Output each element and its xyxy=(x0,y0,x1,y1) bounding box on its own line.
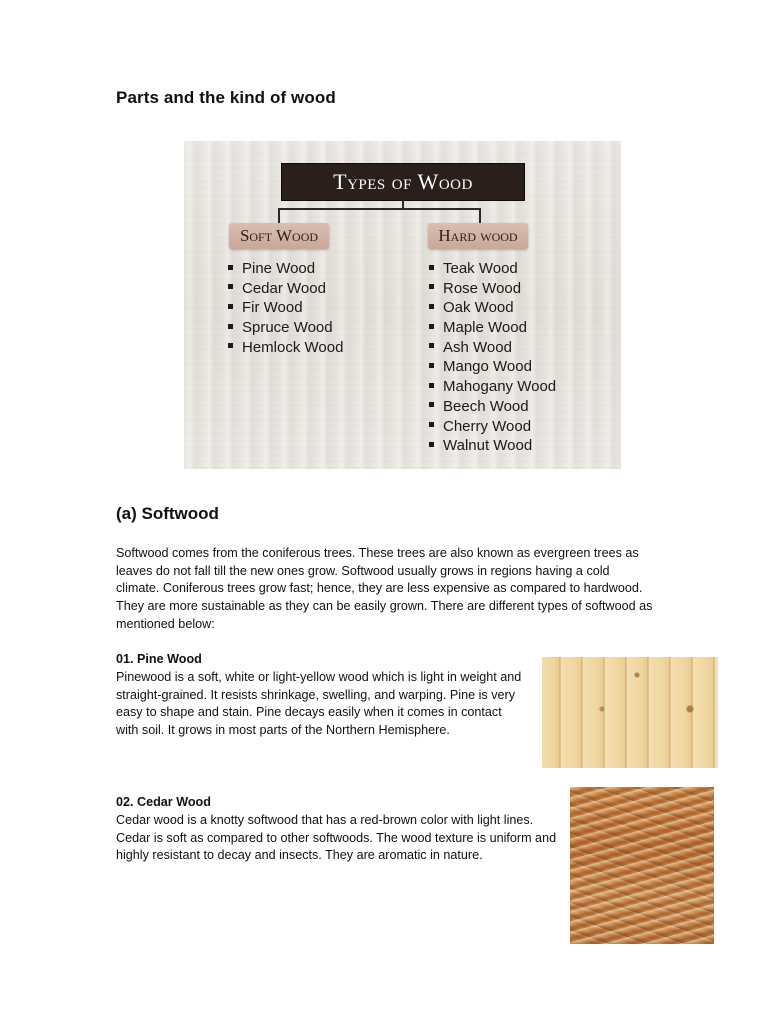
list-item xyxy=(429,417,556,437)
bullet-icon xyxy=(228,324,233,329)
list-item xyxy=(429,377,556,397)
softwood-list xyxy=(228,259,343,357)
cedar-wood-heading: 02. Cedar Wood xyxy=(116,795,211,809)
list-item xyxy=(228,298,343,318)
cedar-wood-image xyxy=(570,787,714,944)
list-item-label: Beech Wood xyxy=(443,397,529,415)
bullet-icon xyxy=(429,442,434,447)
list-item xyxy=(228,279,343,299)
bullet-icon xyxy=(228,265,233,270)
list-item xyxy=(429,318,556,338)
bullet-icon xyxy=(429,383,434,388)
bullet-icon xyxy=(429,304,434,309)
page-title: Parts and the kind of wood xyxy=(116,88,336,107)
bullet-icon xyxy=(429,402,434,407)
bullet-icon xyxy=(429,422,434,427)
list-item xyxy=(228,259,343,279)
list-item-label: Cherry Wood xyxy=(443,417,532,435)
softwood-heading: (a) Softwood xyxy=(116,504,219,523)
list-item xyxy=(429,279,556,299)
list-item xyxy=(228,318,343,338)
list-item-label: Walnut Wood xyxy=(443,437,533,455)
softwood-intro-paragraph: Softwood comes from the coniferous trees. These trees are also known as evergreen trees as leaves do not fall till the new ones grow. Softwood usually grows in regions having a cold climate. Coniferous trees grow fast; hence, they are less expensive as compared to hardwood. They are more sustainable as they can be easily grown. There are different types of softwood as mentioned below: xyxy=(116,546,653,631)
infographic-title-box xyxy=(281,163,525,201)
list-item-label: Maple Wood xyxy=(443,319,527,337)
pine-wood-image xyxy=(542,657,718,768)
bullet-icon xyxy=(429,284,434,289)
infographic-title: Types of Wood xyxy=(333,169,473,194)
list-item xyxy=(429,357,556,377)
list-item-label: Spruce Wood xyxy=(242,319,333,337)
list-item-label: Teak Wood xyxy=(443,260,518,277)
connector-horizontal xyxy=(278,208,481,210)
list-item xyxy=(429,397,556,417)
list-item-label: Fir Wood xyxy=(242,299,303,317)
softwood-category-label xyxy=(229,223,329,249)
hardwood-category-text: Hard wood xyxy=(438,226,518,245)
list-item-label: Oak Wood xyxy=(443,299,514,317)
bullet-icon xyxy=(228,343,233,348)
list-item xyxy=(429,338,556,358)
list-item xyxy=(429,298,556,318)
list-item-label: Mahogany Wood xyxy=(443,378,557,396)
list-item xyxy=(429,436,556,456)
hardwood-category-label xyxy=(428,223,528,249)
cedar-wood-paragraph: Cedar wood is a knotty softwood that has a red-brown color with light lines. Cedar is soft as compared to other softwoods. The wood texture is uniform and highly resistant to decay and insects. They are aromatic in nature. xyxy=(116,813,557,863)
types-of-wood-infographic xyxy=(184,141,621,469)
bullet-icon xyxy=(429,265,434,270)
hardwood-list xyxy=(429,259,556,456)
connector-right-drop xyxy=(479,208,481,223)
list-item-label: Ash Wood xyxy=(443,338,512,356)
list-item-label: Rose Wood xyxy=(443,279,522,297)
bullet-icon xyxy=(429,363,434,368)
pine-wood-paragraph: Pinewood is a soft, white or light-yellow wood which is light in weight and straight-grained. It resists shrinkage, swelling, and warping. Pine is very easy to shape and stain. Pine decays easily when it comes in contact with soil. It grows in most parts of the Northern Hemisphere. xyxy=(116,670,522,738)
connector-left-drop xyxy=(278,208,280,223)
list-item xyxy=(228,338,343,358)
list-item-label: Pine Wood xyxy=(242,260,316,277)
list-item-label: Hemlock Wood xyxy=(242,338,344,356)
list-item-label: Cedar Wood xyxy=(242,279,326,297)
bullet-icon xyxy=(228,284,233,289)
list-item xyxy=(429,259,556,279)
bullet-icon xyxy=(228,304,233,309)
bullet-icon xyxy=(429,324,434,329)
bullet-icon xyxy=(429,343,434,348)
softwood-category-text: Soft Wood xyxy=(239,226,319,245)
list-item-label: Mango Wood xyxy=(443,358,532,376)
pine-wood-heading: 01. Pine Wood xyxy=(116,652,202,666)
